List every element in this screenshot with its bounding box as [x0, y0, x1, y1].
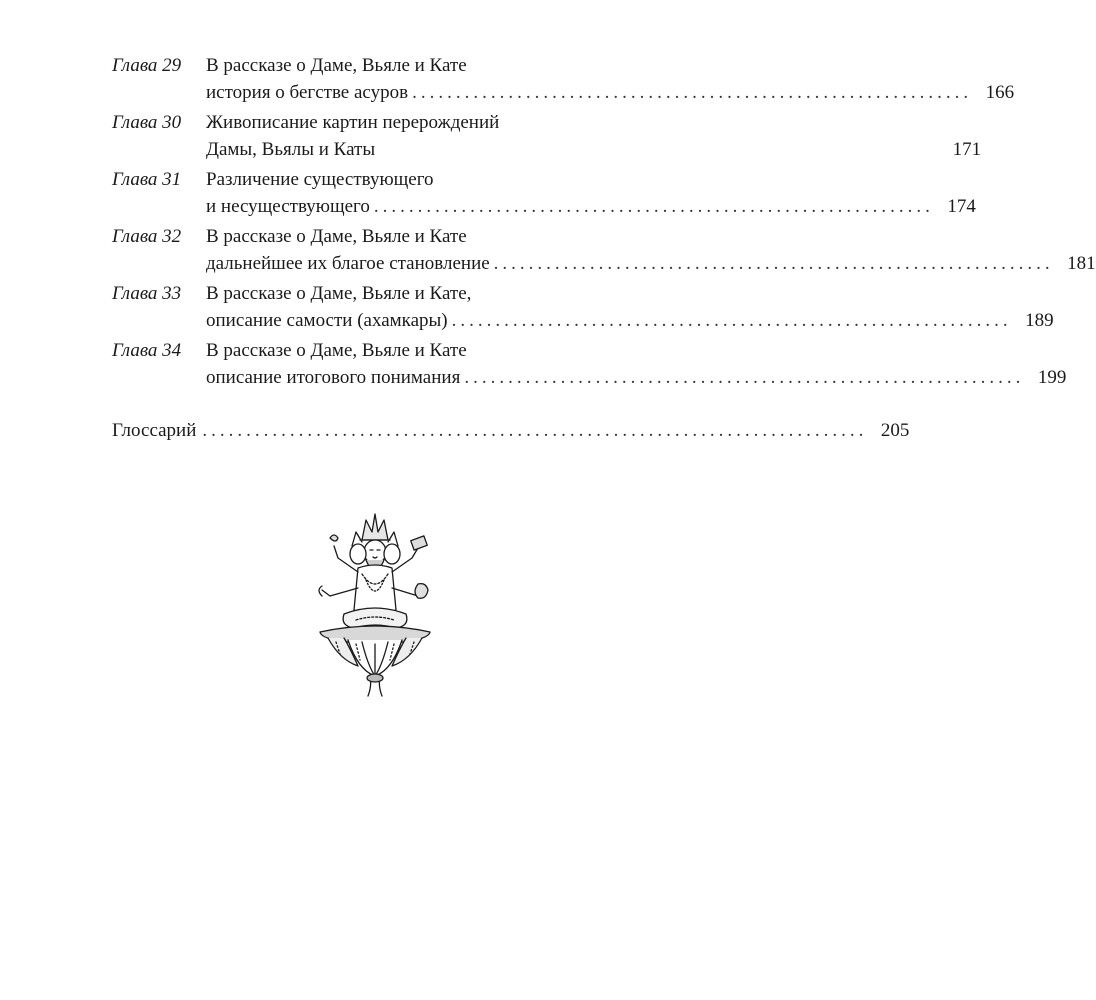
chapter-title-line2: Дамы, Вьялы и Каты — [206, 139, 376, 160]
chapter-title-line2: и несуществующего — [206, 196, 370, 217]
chapter-title-line2: дальнейшее их благое становление — [206, 253, 490, 274]
toc-entry-30[interactable] — [112, 109, 982, 163]
toc-entry-34[interactable] — [112, 337, 1067, 391]
page-number: 189 — [1025, 310, 1054, 331]
chapter-number: Глава 29 — [112, 55, 182, 76]
page-number: 181 — [1067, 253, 1096, 274]
dot-leader: ............................................................................ — [202, 420, 868, 441]
dot-leader: ................................................................ — [493, 253, 1054, 274]
chapter-number: Глава 33 — [112, 283, 182, 304]
chapter-title-line1: Живописание картин перерождений — [206, 112, 500, 133]
page-number: 205 — [880, 420, 910, 441]
chapter-title-line2: описание самости (ахамкары) — [206, 310, 448, 331]
toc-entry-32[interactable] — [112, 223, 1096, 277]
dot-leader: ................................................................ — [451, 310, 1012, 331]
page-number: 199 — [1037, 367, 1067, 388]
chapter-title-line1: Различение существующего — [206, 169, 434, 190]
chapter-number: Глава 30 — [112, 112, 182, 133]
toc-entry-31[interactable] — [112, 166, 976, 220]
page-number: 171 — [952, 139, 982, 160]
chapter-title-line2: история о бегстве асуров — [206, 82, 409, 103]
glossary-label: Глоссарий — [112, 420, 197, 441]
chapter-title-line2: описание итогового понимания — [206, 367, 461, 388]
chapter-number: Глава 31 — [112, 169, 182, 190]
chapter-title-line1: В рассказе о Даме, Вьяле и Кате — [206, 226, 467, 247]
table-of-contents — [112, 52, 1096, 444]
chapter-number: Глава 34 — [112, 340, 182, 361]
brahma-on-lotus-icon — [300, 510, 450, 700]
toc-entry-29[interactable] — [112, 52, 1015, 106]
dot-leader: ................................................................ — [464, 367, 1025, 388]
toc-entry-33[interactable] — [112, 280, 1054, 334]
dot-leader: ................................................................ — [412, 82, 973, 103]
page-number: 166 — [985, 82, 1015, 103]
dot-leader — [379, 136, 939, 163]
page-number: 174 — [947, 196, 976, 217]
chapter-title-line1: В рассказе о Даме, Вьяле и Кате, — [206, 283, 472, 304]
chapter-title-line1: В рассказе о Даме, Вьяле и Кате — [206, 340, 467, 361]
chapter-number: Глава 32 — [112, 226, 182, 247]
chapter-title-line1: В рассказе о Даме, Вьяле и Кате — [206, 55, 467, 76]
dot-leader: ................................................................ — [373, 196, 934, 217]
toc-entry-glossary[interactable] — [112, 417, 910, 444]
